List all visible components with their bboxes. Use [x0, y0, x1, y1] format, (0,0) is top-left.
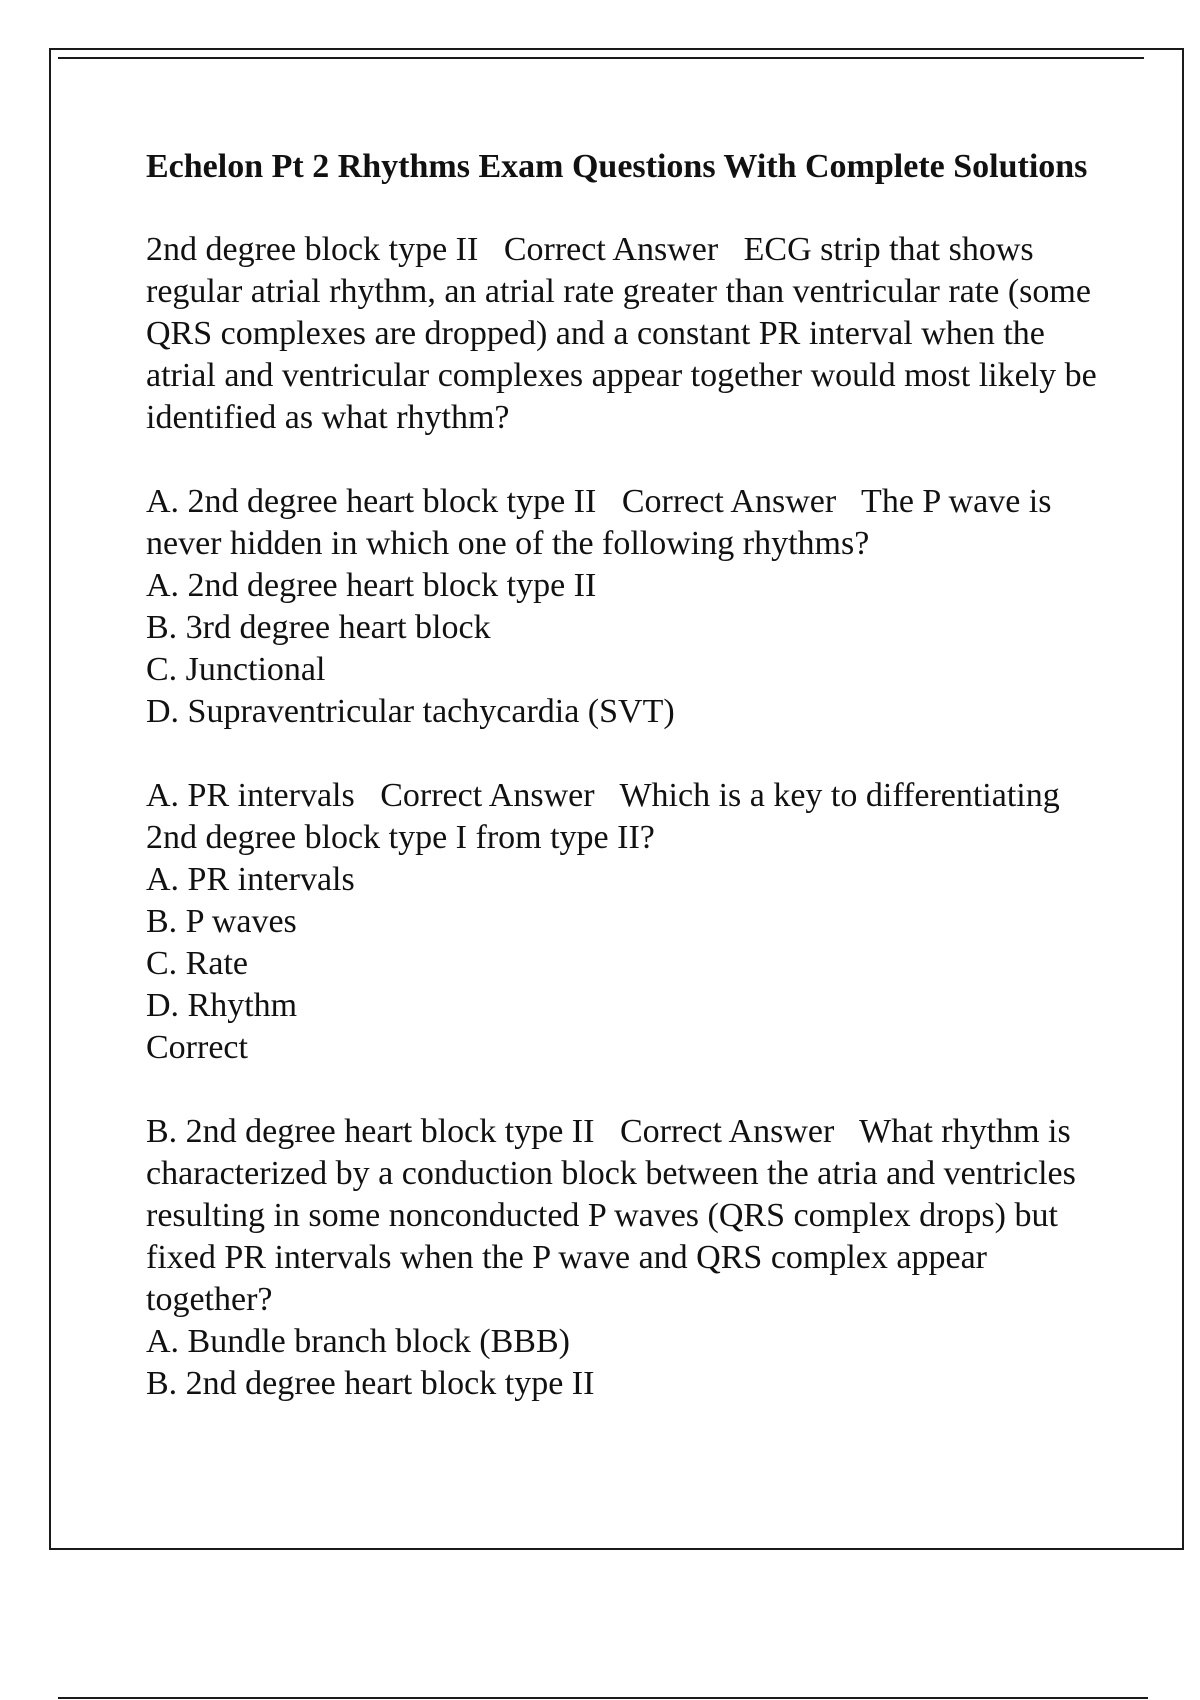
option-item: D. Rhythm	[146, 987, 298, 1024]
qa-text	[146, 481, 1106, 565]
option-item: B. 3rd degree heart block	[146, 609, 491, 646]
qa-item	[146, 481, 1106, 733]
option-item: A. PR intervals	[146, 861, 355, 898]
option-item: D. Supraventricular tachycardia (SVT)	[146, 693, 675, 730]
option-item: C. Rate	[146, 945, 248, 982]
answer-lead: A. 2nd degree heart block type II	[146, 483, 597, 520]
qa-item	[146, 775, 1106, 1069]
option-item: A. Bundle branch block (BBB)	[146, 1323, 570, 1360]
qa-item	[146, 229, 1106, 439]
document-title: Echelon Pt 2 Rhythms Exam Questions With Complete Solutions	[146, 148, 1088, 185]
option-item: B. P waves	[146, 903, 297, 940]
option-item: C. Junctional	[146, 651, 326, 688]
answer-lead: 2nd degree block type II	[146, 231, 479, 268]
qa-text	[146, 229, 1106, 439]
correct-answer-label: Correct Answer	[621, 483, 837, 520]
answer-lead: B. 2nd degree heart block type II	[146, 1113, 595, 1150]
document-body	[146, 146, 1106, 1447]
correct-answer-label: Correct Answer	[619, 1113, 835, 1150]
qa-text	[146, 1111, 1106, 1321]
correct-answer-label: Correct Answer	[503, 231, 719, 268]
question-text: Which is a key to differentiating 2nd degree block type I from type II?	[146, 777, 1060, 856]
correct-answer-label: Correct Answer	[380, 777, 595, 814]
bottom-rule	[58, 1697, 1148, 1699]
question-text: What rhythm is characterized by a conduction block between the atria and ventricles resulting in some nonconducted P waves (QRS complex drops) but fixed PR intervals when the P wave and QRS complex appear together?	[146, 1113, 1076, 1318]
option-item: A. 2nd degree heart block type II	[146, 567, 597, 604]
answer-lead: A. PR intervals	[146, 777, 355, 814]
option-item: B. 2nd degree heart block type II	[146, 1365, 595, 1402]
top-rule	[58, 57, 1144, 59]
trailing-text: Correct	[146, 1029, 248, 1066]
question-text: ECG strip that shows regular atrial rhythm, an atrial rate greater than ventricular rate (some QRS complexes are dropped) and a constant PR interval when the atrial and ventricular complexes appear together would most likely be identified as what rhythm?	[146, 231, 1097, 436]
qa-item	[146, 1111, 1106, 1405]
qa-text	[146, 775, 1106, 859]
question-text: The P wave is never hidden in which one of the following rhythms?	[146, 483, 1052, 562]
